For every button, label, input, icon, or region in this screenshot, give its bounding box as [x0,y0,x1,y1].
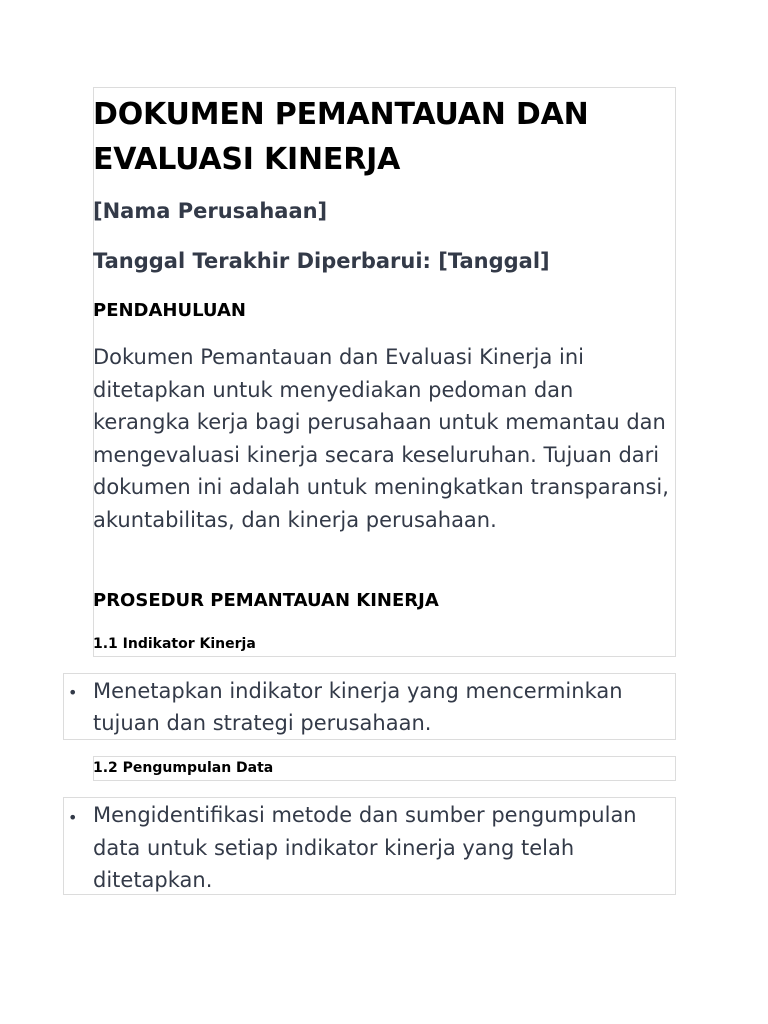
bullet-icon: • [68,683,78,702]
list-item-performance-indicator: Menetapkan indikator kinerja yang mencerminkan tujuan dan strategi perusahaan. [93,679,623,735]
company-name: [Nama Perusahaan] [93,199,328,223]
section-heading-introduction: PENDAHULUAN [93,300,246,321]
subheading-data-collection: 1.2 Pengumpulan Data [93,760,274,776]
introduction-paragraph: Dokumen Pemantauan dan Evaluasi Kinerja ini ditetapkan untuk menyediakan pedoman dan kerangka kerja bagi perusahaan untuk memantau dan mengevaluasi kinerja secara keseluruhan. Tujuan dari dokumen ini adalah untuk meningkatkan transparansi, akuntabilitas, dan kinerja perusahaan. [93,345,669,532]
document-title: DOKUMEN PEMANTAUAN DAN EVALUASI KINERJA [93,97,589,177]
bullet-icon: • [68,808,78,827]
subheading-performance-indicator: 1.1 Indikator Kinerja [93,636,256,652]
list-item-data-collection: Mengidentifikasi metode dan sumber pengumpulan data untuk setiap indikator kinerja yang telah ditetapkan. [93,803,637,892]
section-heading-procedure: PROSEDUR PEMANTAUAN KINERJA [93,590,439,611]
last-updated-date: Tanggal Terakhir Diperbarui: [Tanggal] [93,249,550,273]
